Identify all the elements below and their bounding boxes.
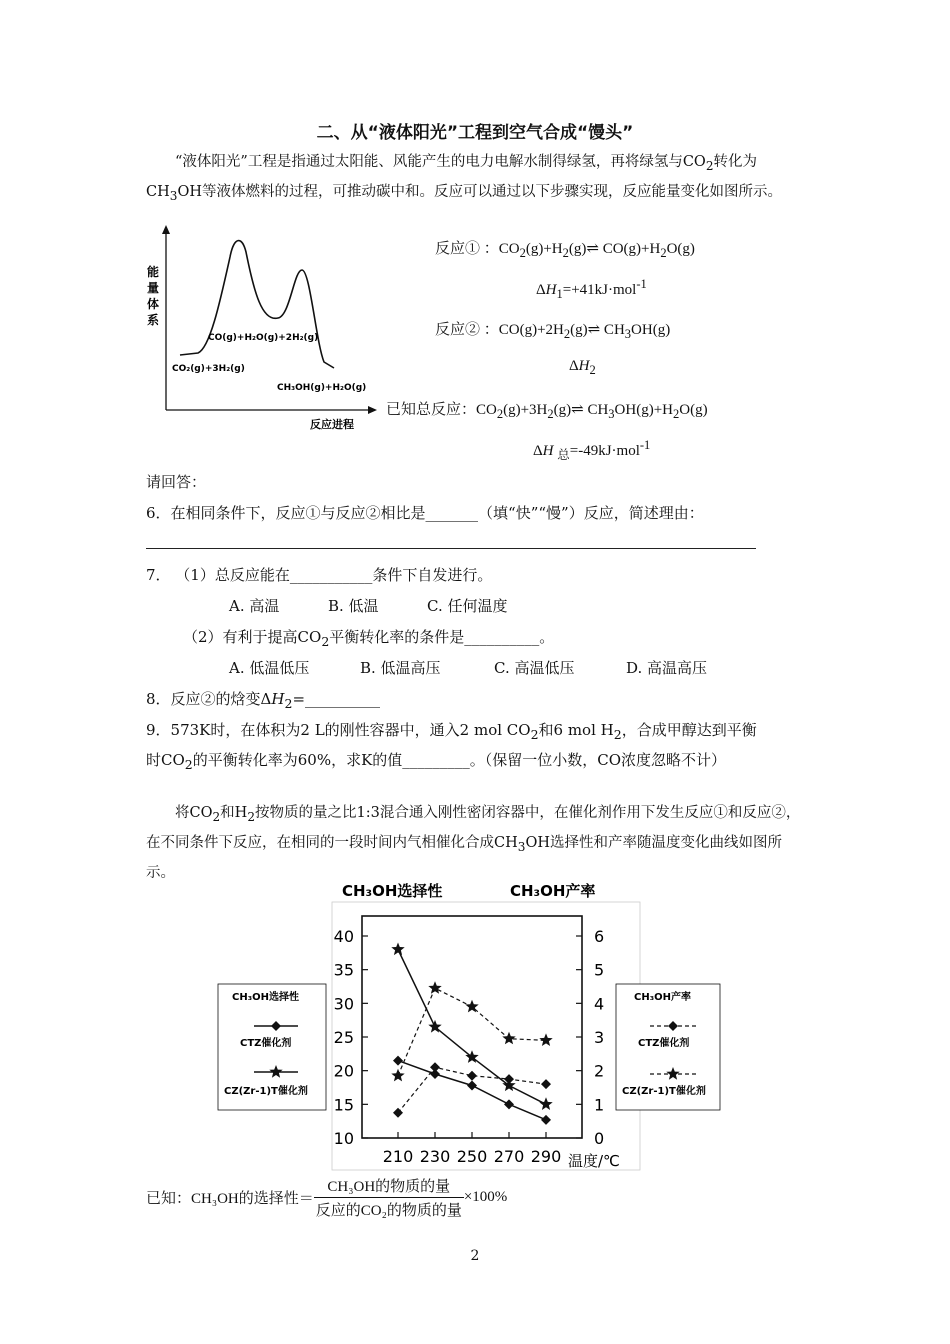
series-3-point-4 xyxy=(539,1033,552,1046)
energy-y-label-3: 系 xyxy=(147,313,160,327)
left-tick-label-1: 15 xyxy=(333,1095,354,1115)
right-tick-label-5: 5 xyxy=(594,960,605,980)
legend-left-ctz-label: CTZ催化剂 xyxy=(240,1038,292,1049)
selectivity-yield-chart xyxy=(214,876,724,1176)
q7-2-option-c: C. 高温低压 xyxy=(494,659,575,677)
energy-y-label-0: 能 xyxy=(147,265,160,279)
x-tick-label-0: 210 xyxy=(382,1147,414,1166)
formula-suffix: ×100% xyxy=(463,1189,508,1205)
energy-y-label-2: 体 xyxy=(147,297,160,311)
series-0-point-4 xyxy=(541,1115,551,1125)
legend-right-cz-label: CZ(Zr-1)T催化剂 xyxy=(622,1086,706,1097)
energy-state-1: CO₂(g)+3H₂(g) xyxy=(172,364,245,374)
question-7-1: 7． （1）总反应能在___________条件下自发进行。 xyxy=(146,566,493,584)
x-tick-label-3: 270 xyxy=(493,1147,525,1166)
left-tick-label-4: 30 xyxy=(333,994,354,1014)
chart-x-label: 温度/℃ xyxy=(568,1152,620,1170)
paragraph-2: 将$CO_2$和$H_2$按物质的量之比1:3混合通入刚性密闭容器中，在催化剂作用下发生反应①和反应②，在不同条件下反应，在相同的一段时间内气相催化合成$CH_3OH$选择性和产率随温度变化曲线如图所示。 xyxy=(146,805,801,881)
q7-2-option-b: B. 低温高压 xyxy=(360,659,441,677)
energy-state-2: CO(g)+H₂O(g)+2H₂(g) xyxy=(208,333,319,343)
formula-fraction xyxy=(314,1175,464,1220)
right-tick-label-1: 1 xyxy=(594,1095,605,1115)
answer-line-6 xyxy=(146,548,756,549)
formula-denominator: 反应的CO₂的物质的量 xyxy=(315,1203,462,1219)
right-tick-label-3: 3 xyxy=(594,1028,605,1047)
delta-h1: $\Delta H_1=+41kJ\cdot mol^{-1}$ xyxy=(536,277,647,301)
selectivity-formula xyxy=(146,1175,507,1220)
reaction-1: 反应① ：$CO_2(g)+H_2(g)\rightleftharpoons$ $CO(g)+H_2O(g)$ xyxy=(435,241,695,260)
x-tick-label-2: 250 xyxy=(456,1147,488,1166)
intro-paragraph: “液体阳光”工程是指通过太阳能、风能产生的电力电解水制得绿氢，再将绿氢与$CO_2$转化为$CH_3OH$等液体燃料的过程，可推动碳中和。反应可以通过以下步骤实现，反应能量变化如图所示。 xyxy=(146,154,782,203)
series-1-point-4 xyxy=(539,1097,552,1110)
formula-prefix: 已知： xyxy=(146,1191,192,1207)
series-2-point-4 xyxy=(541,1079,551,1089)
left-tick-label-6: 40 xyxy=(333,927,354,946)
delta-h-total: ΔH $_总$=-49kJ·mol$^{-1}$ xyxy=(533,438,651,462)
left-tick-label-2: 20 xyxy=(333,1061,354,1081)
energy-y-arrow xyxy=(162,225,170,234)
q7-2-option-d: D. 高温高压 xyxy=(626,659,708,677)
legend-left-title: CH₃OH选择性 xyxy=(232,992,299,1003)
question-7-2: （2）有利于提高$CO_2$平衡转化率的条件是__________。 xyxy=(183,628,555,649)
left-tick-label-3: 25 xyxy=(333,1028,354,1047)
energy-x-label: 反应进程 xyxy=(310,418,354,431)
chart-title-right: CH₃OH产率 xyxy=(510,882,596,900)
q7-1-option-c: C. 任何温度 xyxy=(427,597,508,615)
total-reaction: 已知总反应：$CO_2(g)+3H_2(g)\rightleftharpoons$ $CH_3OH(g)+H_2O(g)$ xyxy=(386,402,708,421)
left-tick-label-5: 35 xyxy=(333,960,354,980)
series-0-point-3 xyxy=(504,1099,514,1109)
chart-series xyxy=(391,943,552,1125)
energy-state-3: CH₃OH(g)+H₂O(g) xyxy=(277,383,367,393)
energy-diagram xyxy=(140,222,380,434)
left-tick-label-0: 10 xyxy=(333,1129,354,1148)
section-title: 二、从“液体阳光”工程到空气合成“馒头” xyxy=(316,123,634,143)
left-axis-ticks xyxy=(334,927,368,1148)
q7-1-option-a: A. 高温 xyxy=(229,597,280,615)
right-tick-label-6: 6 xyxy=(594,927,605,946)
series-2-point-2 xyxy=(467,1071,477,1081)
series-2-point-1 xyxy=(430,1062,440,1072)
please-answer: 请回答： xyxy=(146,473,207,491)
series-0-point-0 xyxy=(393,1056,403,1066)
energy-x-arrow xyxy=(368,406,377,414)
legend-left-cz-label: CZ(Zr-1)T催化剂 xyxy=(224,1086,308,1097)
reaction-2: 反应② ：$CO(g)+2H_2(g)\rightleftharpoons$ $CH_3OH(g)$ xyxy=(435,322,671,341)
question-8: 8．反应②的焓变$\Delta H_2=\_\_\_\_\_\_\_\_\_\_$ xyxy=(146,690,381,711)
series-1-point-0 xyxy=(391,943,404,956)
x-axis-ticks xyxy=(383,1132,562,1166)
question-9-line-2: 时$CO_2$的平衡转化率为60%，求K的值_________。（保留一位小数，CO浓度忽略不计） xyxy=(146,751,727,772)
right-tick-label-4: 4 xyxy=(594,994,605,1014)
delta-h2: $\Delta H_2$ xyxy=(569,358,596,377)
series-0-point-2 xyxy=(467,1080,477,1090)
x-tick-label-1: 230 xyxy=(419,1147,451,1166)
series-2-point-0 xyxy=(393,1108,403,1118)
right-tick-label-2: 2 xyxy=(594,1061,605,1081)
q7-2-option-a: A. 低温低压 xyxy=(229,659,310,677)
formula-lhs: CH₃OH的选择性＝ xyxy=(191,1191,314,1207)
formula-numerator: CH₃OH的物质的量 xyxy=(314,1175,464,1198)
right-axis-ticks xyxy=(576,927,604,1148)
q7-1-option-b: B. 低温 xyxy=(328,597,379,615)
energy-y-label-1: 量 xyxy=(147,281,160,295)
page-number: 2 xyxy=(470,1248,480,1264)
legend-right-title: CH₃OH产率 xyxy=(634,992,691,1003)
chart-title-left: CH₃OH选择性 xyxy=(342,882,443,900)
right-tick-label-0: 0 xyxy=(594,1129,605,1148)
question-9-line-1: 9．573K时，在体积为2 L的刚性容器中，通入2 mol $CO_2$和6 mol $H_2$，合成甲醇达到平衡 xyxy=(146,721,757,742)
series-3-point-0 xyxy=(391,1069,404,1082)
series-3-point-1 xyxy=(428,981,441,994)
energy-curve xyxy=(180,241,334,368)
legend-right-ctz-label: CTZ催化剂 xyxy=(638,1038,690,1049)
question-6: 6．在相同条件下，反应①与反应②相比是_______（填“快”“慢”）反应，简述理由： xyxy=(146,504,704,522)
x-tick-label-4: 290 xyxy=(530,1147,562,1166)
series-3-point-3 xyxy=(502,1032,515,1045)
